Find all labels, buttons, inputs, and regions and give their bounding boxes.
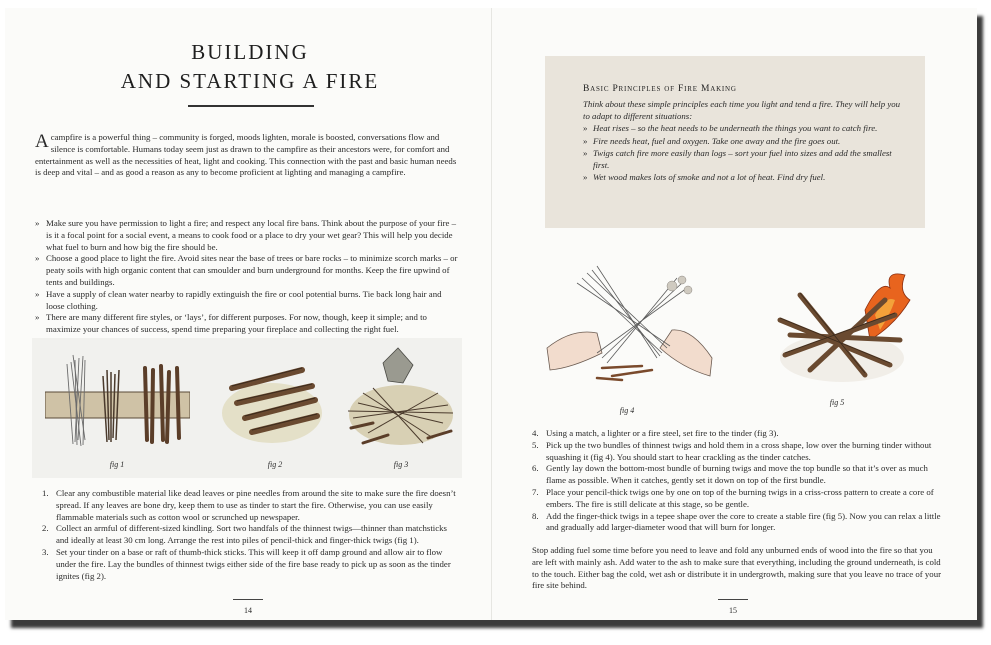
step-number: 3. <box>42 546 49 557</box>
step-item <box>532 511 944 535</box>
title-rule <box>188 105 314 107</box>
page-number-rule <box>233 599 263 600</box>
fig1-kindling-illustration <box>45 350 190 450</box>
step-number: 4. <box>532 428 539 438</box>
tip-item: » Make sure you have permission to light a fire; and respect any local fire bans. Think about the purpose of your fire – is it a focal point for a social event, a means to cook food or a place to dry your wet gear? This will help you decide what fuel to burn and how big the fire should be. <box>35 218 460 253</box>
principles-box <box>545 56 925 228</box>
principle-item: » Fire needs heat, fuel and oxygen. Take one away and the fire goes out. <box>583 135 903 147</box>
drop-cap: A <box>35 131 49 152</box>
step-text: Pick up the two bundles of thinnest twigs and hold them in a cross shape, low over the burning tinder without squashing it (fig 4). You should start to hear crackling as the tinder catches. <box>546 439 932 462</box>
step-text: Place your pencil-thick twigs one by one on top of the burning twigs in a criss-cross pattern to create a core of embers. The fire is still delicate at this stage, so be gentle. <box>546 486 934 509</box>
book-spread <box>5 8 977 620</box>
principle-item: » Heat rises – so the heat needs to be underneath the things you want to catch fire. <box>583 122 903 134</box>
fig3-caption: fig 3 <box>393 460 409 469</box>
step-item <box>532 440 944 464</box>
step-text: Collect an armful of different-sized kindling. Sort two handfals of the thinnest twigs—thinner than matchsticks and ideally at least 30 cm long. Arrange the rest into piles of pencil-thick and finger-thick twigs (fig 1). <box>56 523 447 546</box>
step-text: Clear any combustible material like dead leaves or pine needles from around the site to make sure the fire doesn’t spread. If any leaves are bone dry, keep them to use as tinder to start the fire. Otherwise, you can use easily flammable materials such as cotton wool or scrunched up newspaper. <box>56 488 456 522</box>
page-title <box>65 38 435 96</box>
step-item <box>42 488 460 523</box>
fig2-caption: fig 2 <box>267 460 283 469</box>
step-text: Gently lay down the bottom-most bundle of burning twigs and move the top bundle so that it’s over as much flame as possible. When it catches, gently set it down on top of the first bundle. <box>546 463 928 486</box>
fig4-caption: fig 4 <box>619 406 635 415</box>
fig4-hands-twigs-illustration <box>542 258 717 388</box>
title-line-1: BUILDING <box>191 40 309 64</box>
fig3-tinder-illustration <box>343 343 458 453</box>
principle-item: » Wet wood makes lots of smoke and not a lot of heat. Find dry fuel. <box>583 171 903 183</box>
fig2-raft-illustration <box>217 358 327 450</box>
principles-list <box>583 122 903 183</box>
fig5-tepee-fire-illustration <box>770 270 920 390</box>
tips-list <box>35 218 460 336</box>
steps-list-right <box>532 428 944 534</box>
tip-item: » There are many different fire styles, or ‘lays’, for different purposes. For now, though, keep it simple; and to maximize your chances of success, spend time preparing your fireplace and collecting the right fuel. <box>35 312 460 336</box>
fig1-caption: fig 1 <box>109 460 125 469</box>
step-item <box>532 487 944 511</box>
page-number-rule <box>718 599 748 600</box>
step-item <box>532 463 944 487</box>
intro-paragraph <box>35 132 460 179</box>
principles-box-title: Basic Principles of Fire Making <box>583 84 737 94</box>
step-number: 8. <box>532 510 539 521</box>
fig5-caption: fig 5 <box>829 398 845 407</box>
principles-intro: Think about these simple principles each time you light and tend a fire. They will help you to adapt to different situations: <box>583 99 901 122</box>
step-item <box>42 547 460 582</box>
step-item <box>42 523 460 547</box>
principles-box-body <box>583 98 903 183</box>
step-text: Using a match, a lighter or a fire steel, set fire to the tinder (fig 3). <box>546 428 779 438</box>
page-number: 15 <box>729 606 737 615</box>
step-number: 6. <box>532 463 539 474</box>
title-line-2: AND STARTING A FIRE <box>120 69 380 93</box>
step-item <box>532 428 944 440</box>
step-text: Add the finger-thick twigs in a tepee shape over the core to create a stable fire (fig 5). Now you can relax a little and gradually add larger-diameter wood that will burn for longer. <box>546 510 941 533</box>
left-page <box>5 8 491 620</box>
step-text: Set your tinder on a base or raft of thumb-thick sticks. This will keep it off damp ground and allow air to flow under the fire. Lay the bundles of thinnest twigs either side of the fire base ready to pick up as soon as the tinder ignites (fig 2). <box>56 546 451 581</box>
intro-text: campfire is a powerful thing – community is forged, moods lighten, morale is boosted, conversations flow and silence is comfortable. Humans today seem just as drawn to the campfire as their ancestors were, for comfort and entertainment as well as the necessities of heat, light and cooking. This connection with the past and basic human needs is deep and vital – and as good a reason as any to become proficient at lighting and managing a campfire. <box>35 132 457 178</box>
closing-text: Stop adding fuel some time before you need to leave and fold any unburned ends of wood into the fire so that you are left with mainly ash. Add water to the ash to make sure that everything, including the ground underneath, is cold to the touch. Either bag the cold, wet ash or distribute it in undergrowth, making sure that you leave no trace of your fire site behind. <box>532 545 942 591</box>
page-number: 14 <box>244 606 252 615</box>
step-number: 2. <box>42 523 49 534</box>
step-number: 7. <box>532 486 539 497</box>
principle-item: » Twigs catch fire more easily than logs – sort your fuel into sizes and add the smallest first. <box>583 147 903 171</box>
steps-list-left <box>42 488 460 582</box>
right-page <box>492 8 977 620</box>
step-number: 1. <box>42 488 49 498</box>
tip-item: » Have a supply of clean water nearby to rapidly extinguish the fire or cool potential burns. Tie back long hair and loose clothing. <box>35 289 460 313</box>
step-number: 5. <box>532 439 539 450</box>
closing-paragraph <box>532 545 942 592</box>
tip-item: » Choose a good place to light the fire. Avoid sites near the base of trees or bare rocks – to minimize scorch marks – or peaty soils with high organic content that can smoulder and burn underground for months. Keep the fire upwind of tents and buildings. <box>35 253 460 288</box>
